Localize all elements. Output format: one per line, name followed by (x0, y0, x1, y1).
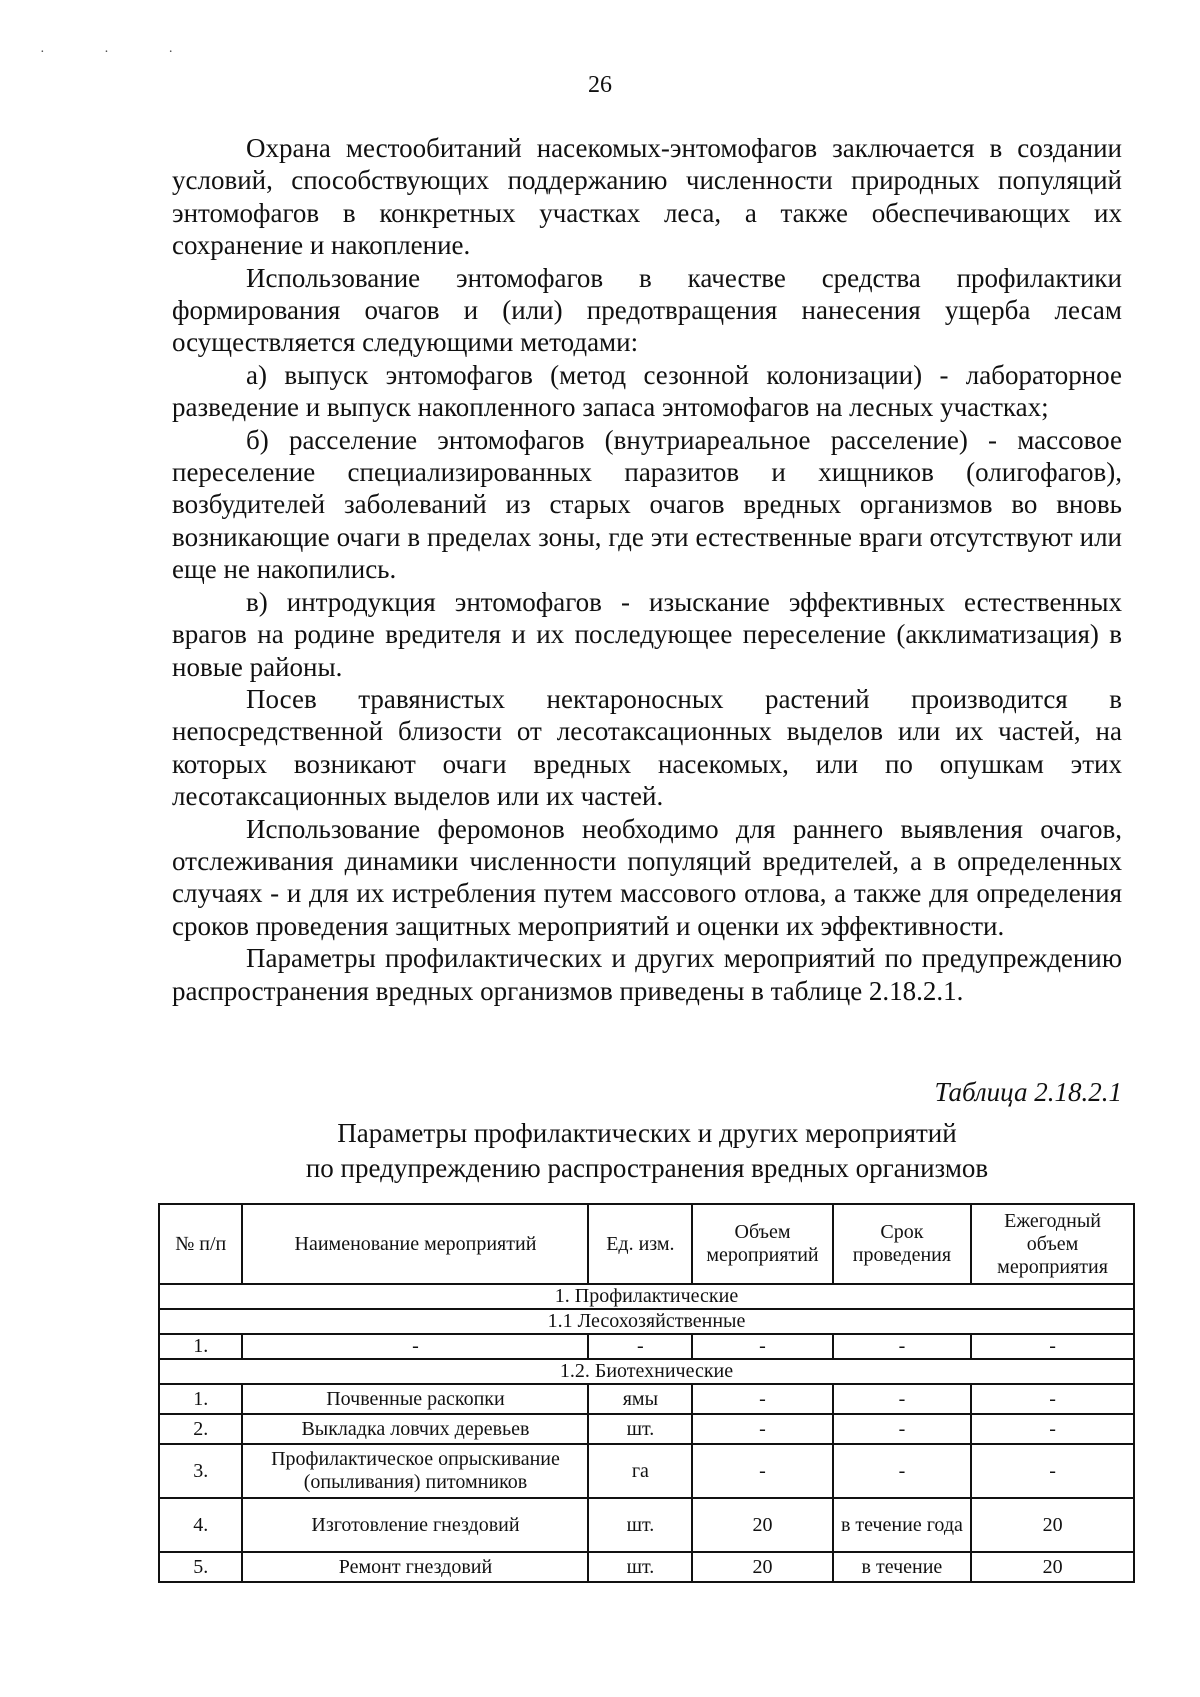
table-row (159, 1414, 1134, 1444)
body-text (172, 132, 1122, 1007)
paragraph-method-c: в) интродукция энтомофагов - изыскание эффективных естественных врагов на родине вредителя и их последующее переселение (акклиматизация) в новые районы. (172, 586, 1122, 682)
cell-unit: ямы (588, 1384, 692, 1414)
paragraph-table-reference: Параметры профилактических и других мероприятий по предупреждению распространения вредных организмов приведены в таблице 2.18.2.1. (172, 943, 1122, 1006)
cell-name: Почвенные раскопки (242, 1384, 588, 1414)
table-row (159, 1552, 1134, 1582)
paragraph-method-a: а) выпуск энтомофагов (метод сезонной колонизации) - лабораторное разведение и выпуск накопленного запаса энтомофагов на лесных участках; (172, 359, 1122, 423)
section-row (159, 1284, 1134, 1309)
cell-num: 1. (159, 1334, 242, 1359)
header-volume: Объем мероприятий (692, 1204, 832, 1284)
cell-volume: 20 (692, 1498, 832, 1552)
table-row (159, 1384, 1134, 1414)
cell-name: Изготовление гнездовий (242, 1498, 588, 1552)
cell-name: Профилактическое опрыскивание (опыливания) питомников (242, 1444, 588, 1498)
cell-volume: - (692, 1444, 832, 1498)
cell-yearly: - (971, 1414, 1134, 1444)
cell-num: 5. (159, 1552, 242, 1582)
header-term: Срок проведения (833, 1204, 971, 1284)
table-row (159, 1498, 1134, 1552)
section-row (159, 1309, 1134, 1334)
table-label: Таблица 2.18.2.1 (934, 1077, 1122, 1107)
cell-yearly: - (971, 1444, 1134, 1498)
cell-term: в течение года (833, 1498, 971, 1552)
header-num: № п/п (159, 1204, 242, 1284)
cell-yearly: 20 (971, 1498, 1134, 1552)
cell-term: - (833, 1384, 971, 1414)
scan-artifact-dots: · · · (40, 45, 201, 60)
cell-name: Выкладка ловчих деревьев (242, 1414, 588, 1444)
paragraph-method-b: б) расселение энтомофагов (внутриареальное расселение) - массовое переселение специализированных паразитов и хищников (олигофагов), возбудителей заболеваний из старых очагов вредных организмов во вновь возникающие очаги в пределах зоны, где эти естественные враги отсутствуют или еще не накопились. (172, 424, 1122, 585)
cell-volume: - (692, 1414, 832, 1444)
table-title (172, 1116, 1122, 1186)
cell-term: - (833, 1414, 971, 1444)
cell-num: 4. (159, 1498, 242, 1552)
cell-term: в течение (833, 1552, 971, 1582)
cell-volume: - (692, 1384, 832, 1414)
paragraph-nectar-plants: Посев травянистых нектароносных растений производится в непосредственной близости от лесотаксационных выделов или их частей, на которых возникают очаги вредных насекомых, или по опушкам этих лесотаксационных выделов или их частей. (172, 683, 1122, 812)
cell-unit: шт. (588, 1414, 692, 1444)
header-yearly: Ежегодный объем мероприятия (971, 1204, 1134, 1284)
table-title-line-1: Параметры профилактических и других мероприятий (337, 1118, 957, 1148)
header-name: Наименование мероприятий (242, 1204, 588, 1284)
cell-unit: - (588, 1334, 692, 1359)
cell-yearly: 20 (971, 1552, 1134, 1582)
section-biotechnical: 1.2. Биотехнические (159, 1359, 1134, 1384)
table-row (159, 1444, 1134, 1498)
cell-name: - (242, 1334, 588, 1359)
cell-yearly: - (971, 1384, 1134, 1414)
cell-unit: шт. (588, 1552, 692, 1582)
cell-name: Ремонт гнездовий (242, 1552, 588, 1582)
cell-unit: га (588, 1444, 692, 1498)
section-row (159, 1359, 1134, 1384)
page-number: 26 (588, 72, 612, 98)
measures-table (158, 1203, 1135, 1583)
cell-yearly: - (971, 1334, 1134, 1359)
cell-num: 1. (159, 1384, 242, 1414)
cell-num: 2. (159, 1414, 242, 1444)
table-header-row (159, 1204, 1134, 1284)
cell-num: 3. (159, 1444, 242, 1498)
cell-volume: 20 (692, 1552, 832, 1582)
section-preventive: 1. Профилактические (159, 1284, 1134, 1309)
cell-unit: шт. (588, 1498, 692, 1552)
table-title-line-2: по предупреждению распространения вредных организмов (305, 1153, 989, 1183)
paragraph-habitat-protection: Охрана местообитаний насекомых-энтомофагов заключается в создании условий, способствующих поддержанию численности природных популяций энтомофагов в конкретных участках леса, а также обеспечивающих их сохранение и накопление. (172, 133, 1122, 261)
section-forestry: 1.1 Лесохозяйственные (159, 1309, 1134, 1334)
header-unit: Ед. изм. (588, 1204, 692, 1284)
cell-term: - (833, 1334, 971, 1359)
paragraph-pheromones: Использование феромонов необходимо для раннего выявления очагов, отслеживания динамики численности популяций вредителей, а в определенных случаях - и для их истребления путем массового отлова, а также для определения сроков проведения защитных мероприятий и оценки их эффективности. (172, 813, 1122, 941)
cell-volume: - (692, 1334, 832, 1359)
cell-term: - (833, 1444, 971, 1498)
table-row (159, 1334, 1134, 1359)
paragraph-entomophage-methods: Использование энтомофагов в качестве средства профилактики формирования очагов и (или) предотвращения нанесения ущерба лесам осуществляется следующими методами: (172, 262, 1122, 358)
